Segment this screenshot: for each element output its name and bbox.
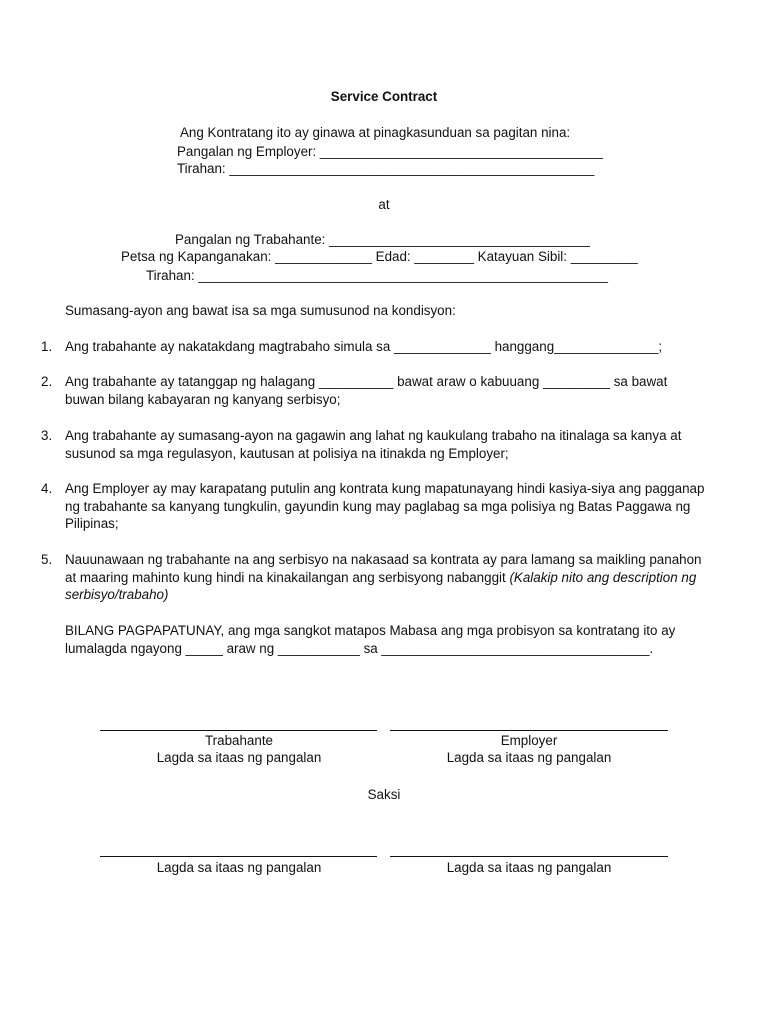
condition-item-5-note: (Kalakip nito ang description ng serbisyo/trabaho) — [65, 569, 697, 603]
item-number: 2. — [41, 374, 53, 389]
conditions-intro: Sumasang-ayon ang bawat isa sa mga sumusunod na kondisyon: — [65, 303, 456, 318]
witness-left-signature-line — [100, 856, 377, 857]
worker-sign-instruction: Lagda sa itaas ng pangalan — [156, 750, 322, 765]
condition-item-5-text: Nauunawaan ng trabahante na ang serbisyo na nakasaad sa kontrata ay para lamang sa maikling panahon at maaring mahinto kung hindi na kinakailangan ang serbisyong nabanggit — [65, 552, 702, 585]
employer-signature-line — [390, 730, 668, 731]
witness-left-sign-instruction: Lagda sa itaas ng pangalan — [156, 860, 322, 875]
condition-item-3: Ang trabahante ay sumasang-ayon na gagawin ang lahat ng kaukulang trabaho na itinalaga sa kanya at susunod sa mga regulasyon, kautusan at polisiya na itinakda ng Employer; — [65, 428, 682, 461]
worker-address-line: Tirahan: _______________________________________________________ — [146, 268, 608, 283]
worker-signature-line — [100, 730, 377, 731]
item-number: 3. — [41, 428, 53, 443]
condition-item-1: Ang trabahante ay nakatakdang magtrabaho simula sa _____________ hanggang______________; — [65, 339, 663, 354]
worker-name-line: Pangalan ng Trabahante: ___________________________________ — [175, 232, 590, 247]
employer-label: Employer — [500, 733, 558, 748]
witness-right-sign-instruction: Lagda sa itaas ng pangalan — [446, 860, 612, 875]
witness-right-signature-line — [390, 856, 668, 857]
attestation-paragraph: BILANG PAGPAPATUNAY, ang mga sangkot matapos Mabasa ang mga probisyon sa kontratang ito ay lumalagda ngayong _____ araw ng ___________ sa ____________________________________. — [65, 623, 676, 656]
condition-item-4: Ang Employer ay may karapatang putulin ang kontrata kung mapatunayang hindi kasiya-siya ang pagganap ng trabahante sa kanyang tungkulin, gayundin kung may paglabag sa mga polisiya ng Batas Paggawa ng Pilipinas; — [65, 481, 705, 532]
condition-item-5 — [65, 551, 705, 604]
condition-item-2: Ang trabahante ay tatanggap ng halagang __________ bawat araw o kabuuang _________ sa bawat buwan bilang kabayaran ng kanyang serbisyo; — [65, 374, 668, 407]
intro-text: Ang Kontratang ito ay ginawa at pinagkasunduan sa pagitan nina: — [180, 125, 571, 140]
item-number: 1. — [41, 339, 53, 354]
birth-age-civil-status-line: Petsa ng Kapanganakan: _____________ Edad: ________ Katayuan Sibil: _________ — [121, 249, 638, 264]
item-number: 5. — [41, 552, 53, 567]
connector-at: at — [378, 197, 390, 212]
employer-sign-instruction: Lagda sa itaas ng pangalan — [446, 750, 612, 765]
document-title: Service Contract — [330, 89, 438, 104]
worker-label: Trabahante — [205, 733, 273, 748]
employer-name-line: Pangalan ng Employer: ______________________________________ — [177, 144, 603, 159]
employer-address-line: Tirahan: _________________________________________________ — [177, 161, 595, 176]
witness-label: Saksi — [367, 787, 401, 802]
item-number: 4. — [41, 481, 53, 496]
